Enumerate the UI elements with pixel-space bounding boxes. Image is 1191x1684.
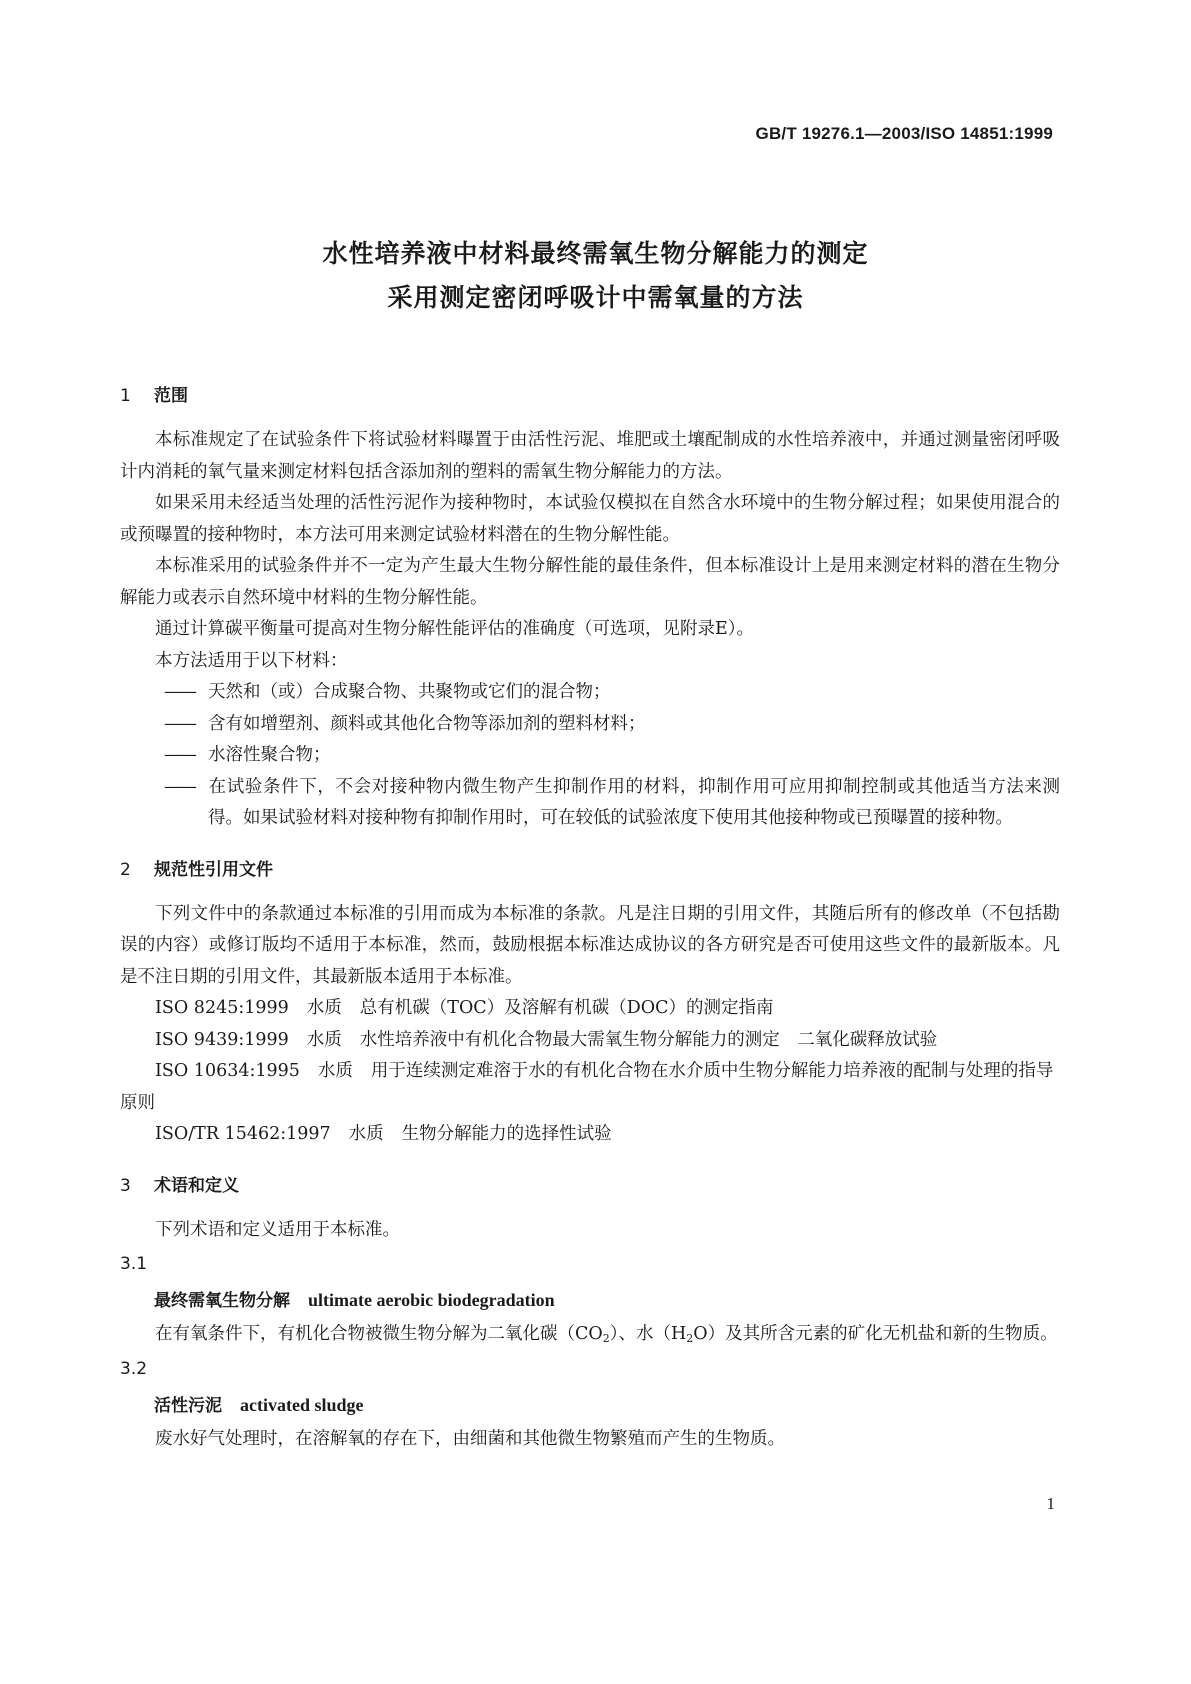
term-zh: 活性污泥 (154, 1395, 222, 1416)
section-2-heading (120, 855, 1060, 885)
reference-code: ISO 8245:1999 (155, 998, 289, 1018)
paragraph: 下列术语和定义适用于本标准。 (155, 1219, 400, 1240)
reference-field: 水质 (306, 1029, 342, 1050)
section-title: 规范性引用文件 (154, 859, 273, 880)
paragraph: 通过计算碳平衡量可提高对生物分解性能评估的准确度（可选项，见附录E）。 (155, 619, 755, 639)
reference-title: 用于连续测定难溶于水的有机化合物在水介质中生物分解能力培养液的配制与处理的指导原则 (120, 1061, 1054, 1113)
reference-code: ISO 9439:1999 (155, 1029, 289, 1050)
reference-field: 水质 (317, 1061, 353, 1081)
section-number: 3 (120, 1175, 131, 1196)
list-item: —— 天然和（或）合成聚合物、共聚物或它们的混合物； (120, 677, 1060, 709)
term-number: 3.1 (120, 1254, 148, 1274)
term-zh: 最终需氧生物分解 (154, 1291, 290, 1311)
paragraph: 如果采用未经适当处理的活性污泥作为接种物时，本试验仅模拟在自然含水环境中的生物分解过程；如果使用混合的或预曝置的接种物时，本方法可用来测定试验材料潜在的生物分解性能。 (120, 493, 1060, 545)
reference-title: 生物分解能力的选择性试验 (401, 1124, 612, 1144)
paragraph: 本标准采用的试验条件并不一定为产生最大生物分解性能的最佳条件，但本标准设计上是用来测定材料的潜在生物分解能力或表示自然环境中材料的生物分解性能。 (120, 556, 1060, 608)
section-1-heading (120, 381, 1060, 411)
reference-item (120, 1119, 1060, 1151)
reference-item (120, 1056, 1060, 1119)
section-title: 术语和定义 (154, 1175, 239, 1196)
document-body (120, 375, 1060, 1455)
reference-field: 水质 (348, 1124, 384, 1144)
paragraph: 下列文件中的条款通过本标准的引用而成为本标准的条款。凡是注日期的引用文件，其随后所有的修改单（不包括勘误的内容）或修订版均不适用于本标准，然而，鼓励根据本标准达成协议的各方研究是否可使用这些文件的最新版本。凡是不注日期的引用文件，其最新版本适用于本标准。 (120, 903, 1060, 987)
section-3-heading (120, 1171, 1060, 1201)
term-heading (120, 1389, 1060, 1422)
document-title (0, 232, 1191, 320)
reference-code: ISO 10634:1995 (155, 1061, 300, 1081)
term-en: ultimate aerobic biodegradation (308, 1290, 555, 1310)
term-definition: 在有氧条件下，有机化合物被微生物分解为二氧化碳$(CO_2)$、水$(H_2O)$及其所含元素的矿化无机盐和新的生物质。 (155, 1324, 1058, 1345)
paragraph: 本方法适用于以下材料： (155, 650, 348, 671)
paragraph: 本标准规定了在试验条件下将试验材料曝置于由活性污泥、堆肥或土壤配制成的水性培养液中，并通过测量密闭呼吸计内消耗的氧气量来测定材料包括含添加剂的塑料的需氧生物分解能力的方法。 (120, 430, 1060, 482)
section-title: 范围 (154, 386, 188, 406)
list-dash: —— (164, 745, 195, 765)
reference-field: 水质 (306, 998, 342, 1018)
term-definition: 废水好气处理时，在溶解氧的存在下，由细菌和其他微生物繁殖而产生的生物质。 (155, 1428, 785, 1449)
reference-title: 总有机碳（TOC）及溶解有机碳（DOC）的测定指南 (359, 998, 774, 1018)
title-line-1: 水性培养液中材料最终需氧生物分解能力的测定 (322, 239, 869, 268)
term-number: 3.2 (120, 1358, 148, 1379)
standard-code: GB/T 19276.1—2003/ISO 14851:1999 (755, 124, 1053, 143)
reference-item (120, 993, 1060, 1025)
list-item: —— 在试验条件下，不会对接种物内微生物产生抑制作用的材料，抑制作用可应用抑制控制或其他适当方法来测得。如果试验材料对接种物有抑制作用时，可在较低的试验浓度下使用其他接种物或已预曝置的接种物。 (120, 772, 1060, 835)
page-number: 1 (1046, 1494, 1055, 1513)
list-dash: —— (164, 682, 195, 702)
term-heading (120, 1284, 1060, 1317)
reference-code: ISO/TR 15462:1997 (155, 1124, 331, 1144)
list-dash: —— (164, 713, 195, 734)
list-item: —— 水溶性聚合物； (120, 740, 1060, 772)
reference-item (120, 1025, 1060, 1057)
list-item: —— 含有如增塑剂、颜料或其他化合物等添加剂的塑料材料； (120, 709, 1060, 741)
list-dash: —— (164, 776, 195, 797)
reference-title: 水性培养液中有机化合物最大需氧生物分解能力的测定 二氧化碳释放试验 (359, 1029, 938, 1050)
term-en: activated sludge (240, 1394, 364, 1415)
section-number: 1 (120, 386, 131, 406)
title-line-2: 采用测定密闭呼吸计中需氧量的方法 (387, 283, 804, 312)
section-number: 2 (120, 859, 131, 880)
